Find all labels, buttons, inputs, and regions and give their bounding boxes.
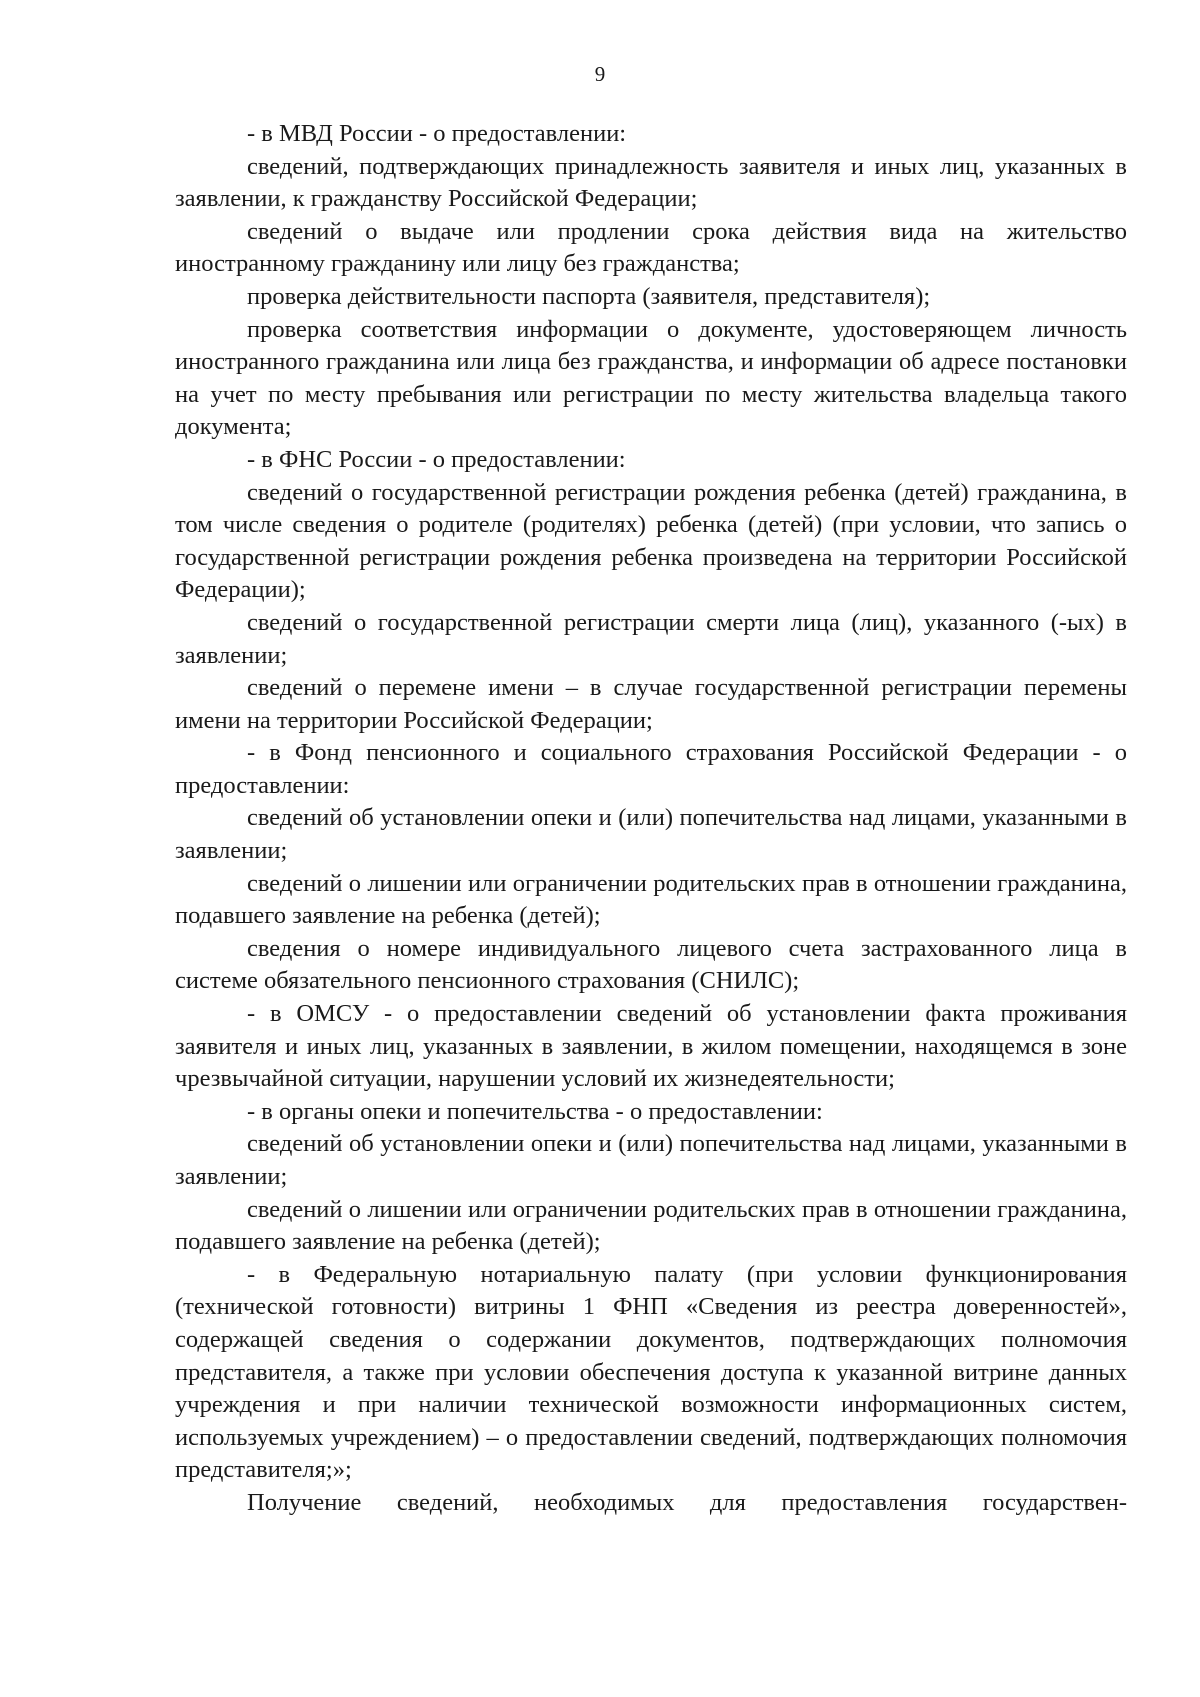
paragraph: сведений о перемене имени – в случае государственной регистрации перемены имени на территории Российской Федерации; bbox=[175, 674, 1127, 734]
paragraph: сведений о государственной регистрации смерти лица (лиц), указанного (-ых) в заявлении; bbox=[175, 608, 1127, 669]
paragraph-notary: - в Федеральную нотариальную палату (при условии функционирования (технической готовности) витрины 1 ФНП «Сведения из реестра доверенностей», содержащей сведения о содержании документов, подтверждающих полномочия представителя, а также при условии обеспечения доступа к указанной витрине данных учреждения и при наличии технической возможности информационных систем, используемых учреждением) – о предоставлении сведений, подтверждающих полномочия представителя;»; bbox=[175, 1260, 1127, 1484]
paragraph: сведений о лишении или ограничении родительских прав в отношении гражданина, подавшего заявление на ребенка (детей); bbox=[175, 1195, 1127, 1256]
paragraph-mvd-heading: - в МВД России - о предоставлении: bbox=[247, 120, 627, 147]
paragraph: сведений, подтверждающих принадлежность заявителя и иных лиц, указанных в заявлении, к гражданству Российской Федерации; bbox=[175, 152, 1127, 213]
document-body bbox=[175, 118, 1127, 1520]
paragraph: сведений о государственной регистрации рождения ребенка (детей) гражданина, в том числе сведения о родителе (родителях) ребенка (детей) (при условии, что запись о государственной регистрации рождения ребенка произведена на территории Российской Федерации); bbox=[175, 478, 1127, 604]
paragraph-sfr-heading: - в Фонд пенсионного и социального страхования Российской Федерации - о предоставлении: bbox=[175, 739, 1127, 799]
paragraph: сведений о лишении или ограничении родительских прав в отношении гражданина, подавшего заявление на ребенка (детей); bbox=[175, 869, 1127, 930]
paragraph-guardianship-heading: - в органы опеки и попечительства - о предоставлении: bbox=[247, 1097, 823, 1125]
paragraph: сведений о выдаче или продлении срока действия вида на жительство иностранному гражданину или лицу без гражданства; bbox=[175, 217, 1127, 278]
paragraph: сведений об установлении опеки и (или) попечительства над лицами, указанными в заявлении; bbox=[175, 1130, 1127, 1190]
paragraph-continued: Получение сведений, необходимых для предоставления государствен- bbox=[247, 1488, 1127, 1516]
paragraph: проверка соответствия информации о документе, удостоверяющем личность иностранного гражданина или лица без гражданства, и информации об адресе постановки на учет по месту пребывания или регистрации по месту жительства владельца такого документа; bbox=[175, 315, 1127, 441]
page-number: 9 bbox=[594, 62, 606, 86]
paragraph: проверка действительности паспорта (заявителя, представителя); bbox=[247, 282, 931, 310]
paragraph: сведения о номере индивидуального лицевого счета застрахованного лица в системе обязательного пенсионного страхования (СНИЛС); bbox=[175, 934, 1127, 995]
paragraph-fns-heading: - в ФНС России - о предоставлении: bbox=[247, 445, 626, 473]
paragraph: сведений об установлении опеки и (или) попечительства над лицами, указанными в заявлении; bbox=[175, 804, 1127, 865]
paragraph-omsu: - в ОМСУ - о предоставлении сведений об установлении факта проживания заявителя и иных лиц, указанных в заявлении, в жилом помещении, находящемся в зоне чрезвычайной ситуации, нарушении условий их жизнедеятельности; bbox=[175, 1000, 1127, 1093]
